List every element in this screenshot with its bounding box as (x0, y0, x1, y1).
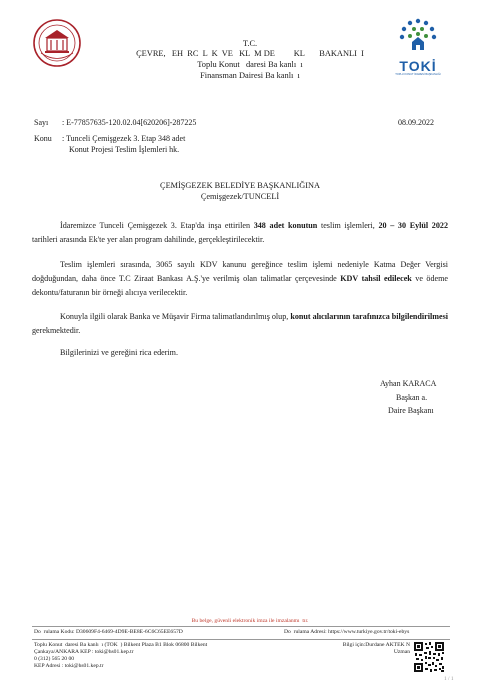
contact-title: Uzman (393, 649, 410, 655)
paragraph-4 (32, 346, 448, 360)
sayi-value: : E-77857635-120.02.04[620206]-287225 (62, 118, 197, 127)
sayi-label: Sayı (34, 118, 49, 127)
esign-note: Bu belge, güvenli elektronik imza ile imzalanmı tır. (191, 618, 309, 624)
verification-address[interactable]: Do rulama Adresi: https://www.turkiye.gov.tr/toki-ebys (284, 629, 410, 635)
p4-text: Bilgilerinizi ve gereğini rica ederim. (60, 348, 178, 357)
recipient-location: Çemişgezek/TUNCELİ (200, 192, 280, 201)
footer-divider-top (32, 626, 450, 627)
p1-text-a: İdaremizce Tunceli Çemişgezek 3. Etap'da inşa ettirilen (60, 221, 254, 230)
page-number: 1 / 1 (444, 676, 454, 682)
header-ministry: ÇEVRE, EH RC L K VE KL M DE KL BAKANLI I (136, 49, 364, 58)
p1-units-bold: 348 adet konutun (253, 221, 318, 230)
p3-inform-bold: konut alıcılarının tarafınızca bilgilendirilmesi (290, 312, 449, 321)
signer-title-1: Başkan a. (396, 393, 428, 402)
ministry-seal-logo (32, 18, 82, 68)
signer-title-2: Daire Başkanı (388, 406, 434, 415)
p3-text-c: gerekmektedir. (32, 326, 81, 336)
kep-label: KEP Adresi : (34, 663, 64, 669)
p3-text-a: Konuyla ilgili olarak Banka ve Müşavir Firma talimatlandırılmış olup, (60, 312, 291, 321)
footer-address-2: Çankaya/ANKARA KEP : toki@hs01.kep.tr (34, 649, 134, 655)
header-tc: T.C. (242, 39, 258, 48)
toki-logo-subtext: TOPLU KONUT İDARESİ BAŞKANLIĞI (395, 73, 441, 76)
footer-address-1: Toplu Konut daresi Ba kanlı ı (TOK ) Bilkent Plaza B1 Blok 06800 Bilkent (34, 642, 208, 648)
footer-kep (34, 663, 103, 670)
toki-logo (392, 16, 444, 76)
recipient-title: ÇEMİŞGEZEK BELEDİYE BAŞKANLIĞINA (160, 181, 320, 190)
p1-text-e: tarihleri arasında Ek'te yer alan program dahilinde, gerçekleştirilecektir. (32, 235, 265, 245)
p1-text-c: teslim işlemleri, (317, 221, 379, 230)
qr-code (413, 641, 445, 673)
verification-code: Do rulama Kodu: D30609F4-6469-4D9E-BE8E-6C6C65EE657D (34, 629, 183, 635)
konu-line2: Konut Projesi Teslim İşlemleri hk. (69, 145, 180, 154)
signer-name: Ayhan KARACA (380, 379, 437, 388)
p2-kdv-bold: KDV tahsil edilecek (340, 274, 412, 284)
kep-address-link[interactable]: toki@hs01.kep.tr (64, 663, 104, 669)
konu-label: Konu (34, 134, 52, 143)
footer-divider-bottom (32, 639, 450, 640)
konu-line1: : Tunceli Çemişgezek 3. Etap 348 adet (62, 134, 186, 143)
header-department: Finansman Dairesi Ba kanlı ı (200, 71, 300, 80)
p2-text-c: ve ödeme dekontu/faturanın bir örneği alıcıya verilecektir. (32, 274, 448, 298)
paragraph-2 (32, 258, 448, 301)
header-administration: Toplu Konut daresi Ba kanlı ı (197, 60, 303, 69)
contact-person: Bilgi için:Durdane AKTEK N (342, 642, 410, 648)
document-date: 08.09.2022 (398, 118, 434, 127)
paragraph-1 (32, 219, 448, 247)
p2-text-a: Teslim işlemleri sırasında, 3065 sayılı KDV kanunu gereğince teslim işlemi nedeniyle Katma Değer Vergisi doğduğundan, daha önce T.C Ziraat Bankası A.Ş.'ye verilmiş olan talimatlar çerçevesinde (32, 260, 448, 284)
paragraph-3 (32, 310, 448, 338)
p1-dates-bold: 20 – 30 Eylül 2022 (378, 221, 448, 230)
toki-logo-text: TOKİ (399, 58, 437, 74)
footer-phone: 0 (312) 565 20 00 (34, 656, 75, 662)
